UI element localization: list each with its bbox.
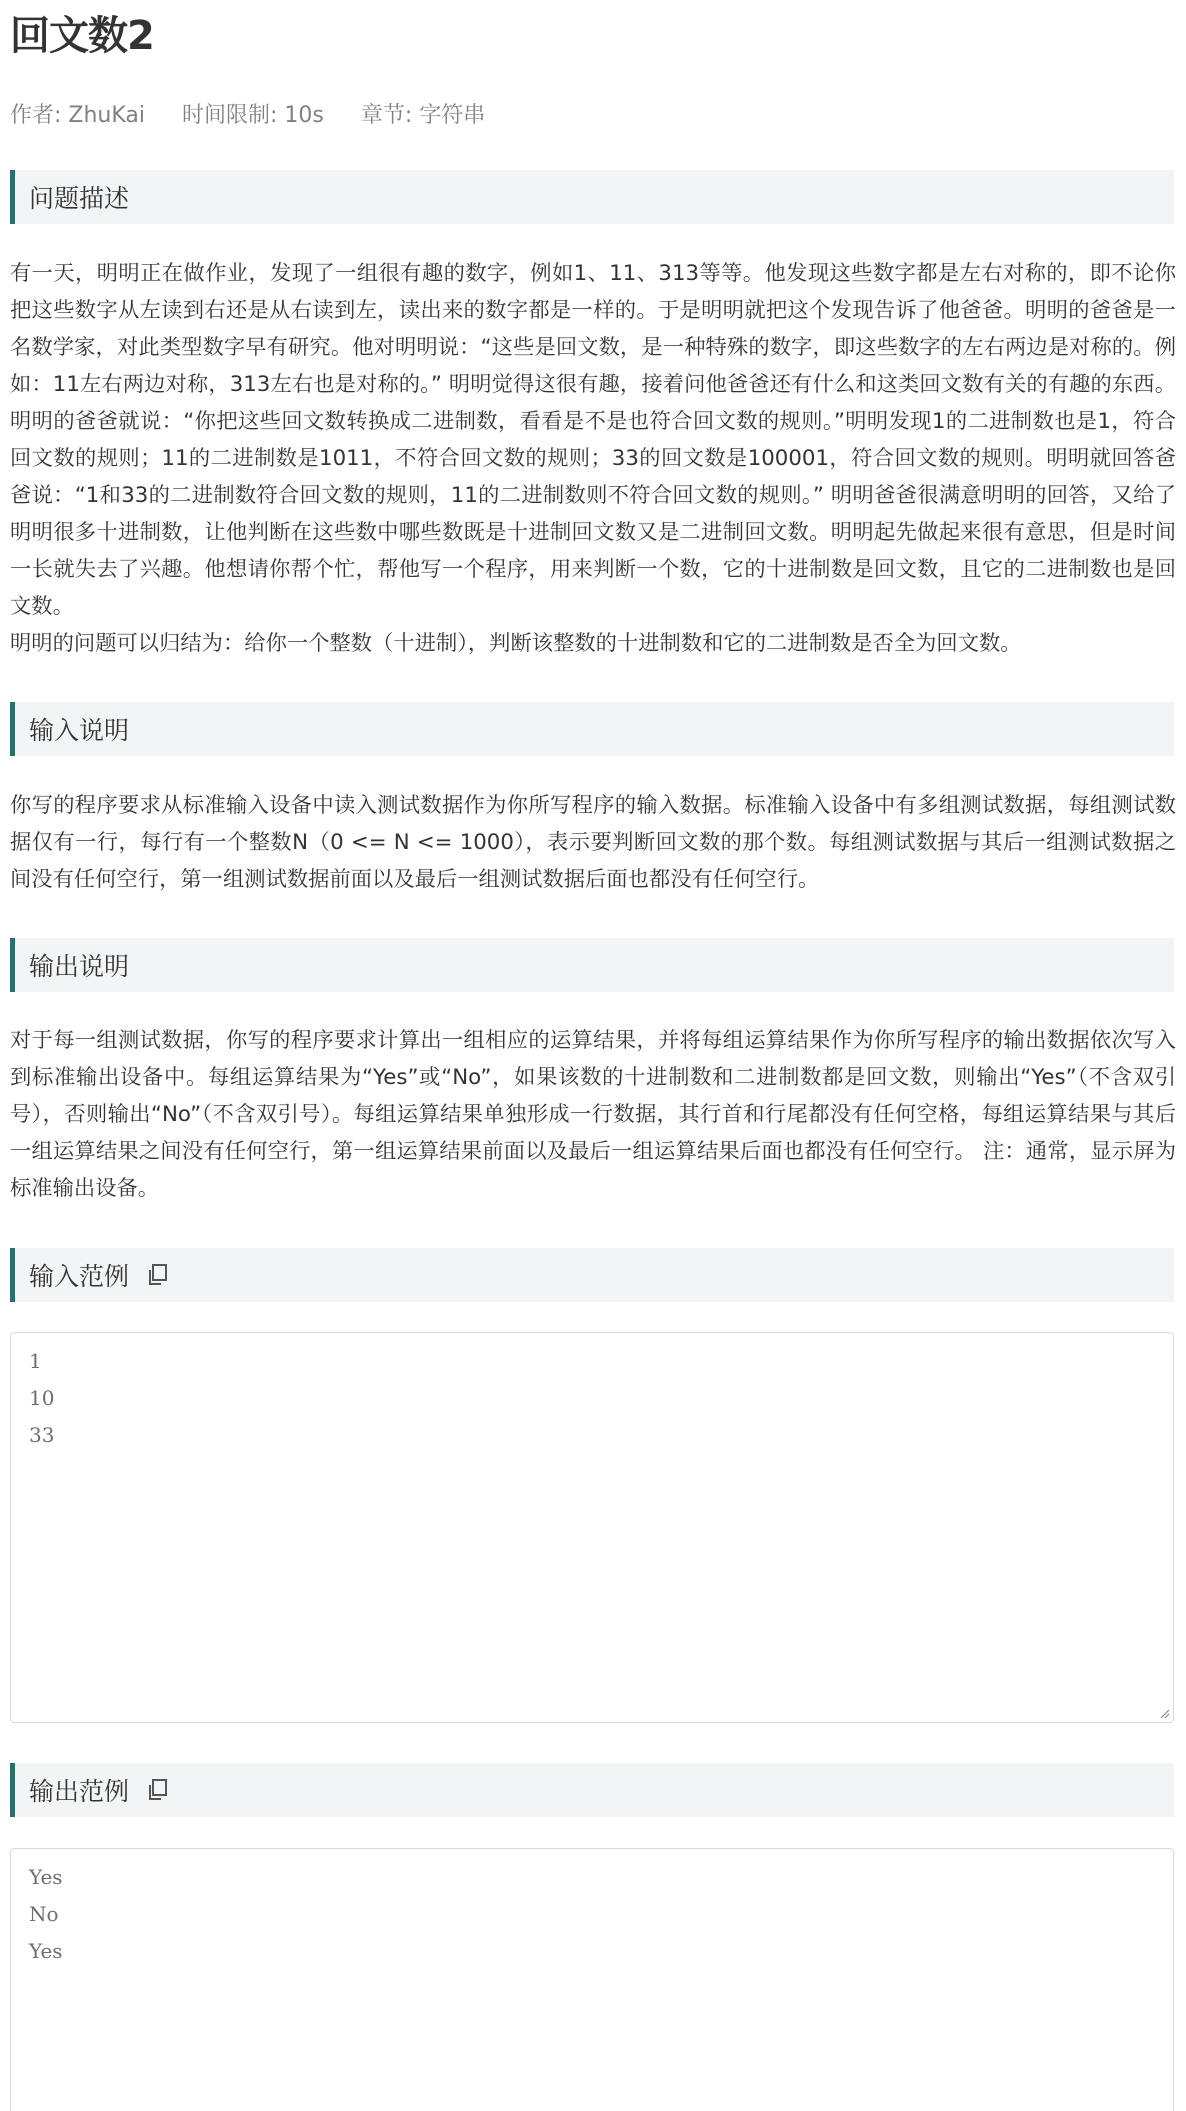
copy-icon[interactable] — [147, 1778, 169, 1802]
sample-input-line: 10 — [29, 1386, 55, 1410]
section-header-input — [10, 702, 1174, 756]
description-paragraph-1: 有一天，明明正在做作业，发现了一组很有趣的数字，例如1、11、313等等。他发现这些数字都是左右对称的，即不论你把这些数字从左读到右还是从右读到左，读出来的数字都是一样的。于是明明就把这个发现告诉了他爸爸。明明的爸爸是一名数学家，对此类型数字早有研究。他对明明说：“这些是回文数，是一种特殊的数字，即这些数字的左右两边是对称的。例如：11左右两边对称，313左右也是对称的。” 明明觉得这很有趣，接着问他爸爸还有什么和这类回文数有关的有趣的东西。明明的爸爸就说：“你把这些回文数转换成二进制数，看看是不是也符合回文数的规则。”明明发现1的二进制数也是1，符合回文数的规则；11的二进制数是1011，不符合回文数的规则；33的回文数是100001，符合回文数的规则。明明就回答爸爸说：“1和33的二进制数符合回文数的规则，11的二进制数则不符合回文数的规则。” 明明爸爸很满意明明的回答，又给了明明很多十进制数，让他判断在这些数中哪些数既是十进制回文数又是二进制回文数。明明起先做起来很有意思，但是时间一长就失去了兴趣。他想请你帮个忙，帮他写一个程序，用来判断一个数，它的十进制数是回文数，且它的二进制数也是回文数。 — [10, 261, 1176, 619]
section-header-output — [10, 938, 1174, 992]
time-limit-label: 时间限制: 10s — [182, 103, 324, 128]
input-description-text: 你写的程序要求从标准输入设备中读入测试数据作为你所写程序的输入数据。标准输入设备中有多组测试数据，每组测试数据仅有一行，每行有一个整数N（0 <= N <= 1000），表示要判断回文数的那个数。每组测试数据与其后一组测试数据之间没有任何空行，第一组测试数据前面以及最后一组测试数据后面也都没有任何空行。 — [10, 793, 1176, 892]
section-header-description — [10, 170, 1174, 224]
problem-meta — [10, 100, 515, 132]
copy-icon[interactable] — [147, 1263, 169, 1287]
sample-input-line: 1 — [29, 1349, 42, 1373]
section-title-description: 问题描述 — [29, 184, 130, 213]
sample-output-textarea[interactable] — [10, 1848, 1174, 2111]
section-header-sample-input — [10, 1248, 1174, 1302]
output-description-text: 对于每一组测试数据，你写的程序要求计算出一组相应的运算结果，并将每组运算结果作为你所写程序的输出数据依次写入到标准输出设备中。每组运算结果为“Yes”或“No”，如果该数的十进制数和二进制数都是回文数，则输出“Yes”（不含双引号），否则输出“No”（不含双引号）。每组运算结果单独形成一行数据，其行首和行尾都没有任何空格，每组运算结果与其后一组运算结果之间没有任何空行，第一组运算结果前面以及最后一组运算结果后面也都没有任何空行。 注：通常，显示屏为标准输出设备。 — [10, 1028, 1176, 1201]
section-title-output: 输出说明 — [29, 952, 130, 981]
section-header-sample-output — [10, 1763, 1174, 1817]
section-title-input: 输入说明 — [29, 716, 130, 745]
description-paragraph-2: 明明的问题可以归结为：给你一个整数（十进制），判断该整数的十进制数和它的二进制数是否全为回文数。 — [10, 631, 1022, 656]
sample-input-textarea[interactable] — [10, 1332, 1174, 1723]
sample-output-line: Yes — [29, 1939, 63, 1963]
page-title: 回文数2 — [10, 13, 154, 59]
author-label: 作者: ZhuKai — [10, 103, 145, 128]
sample-output-line: No — [29, 1902, 59, 1926]
resize-handle-icon[interactable] — [1158, 1707, 1170, 1719]
section-title-sample-output: 输出范例 — [29, 1777, 130, 1806]
section-title-sample-input: 输入范例 — [29, 1262, 130, 1291]
sample-output-line: Yes — [29, 1865, 63, 1889]
chapter-label: 章节: 字符串 — [360, 103, 486, 128]
sample-input-line: 33 — [29, 1423, 55, 1447]
